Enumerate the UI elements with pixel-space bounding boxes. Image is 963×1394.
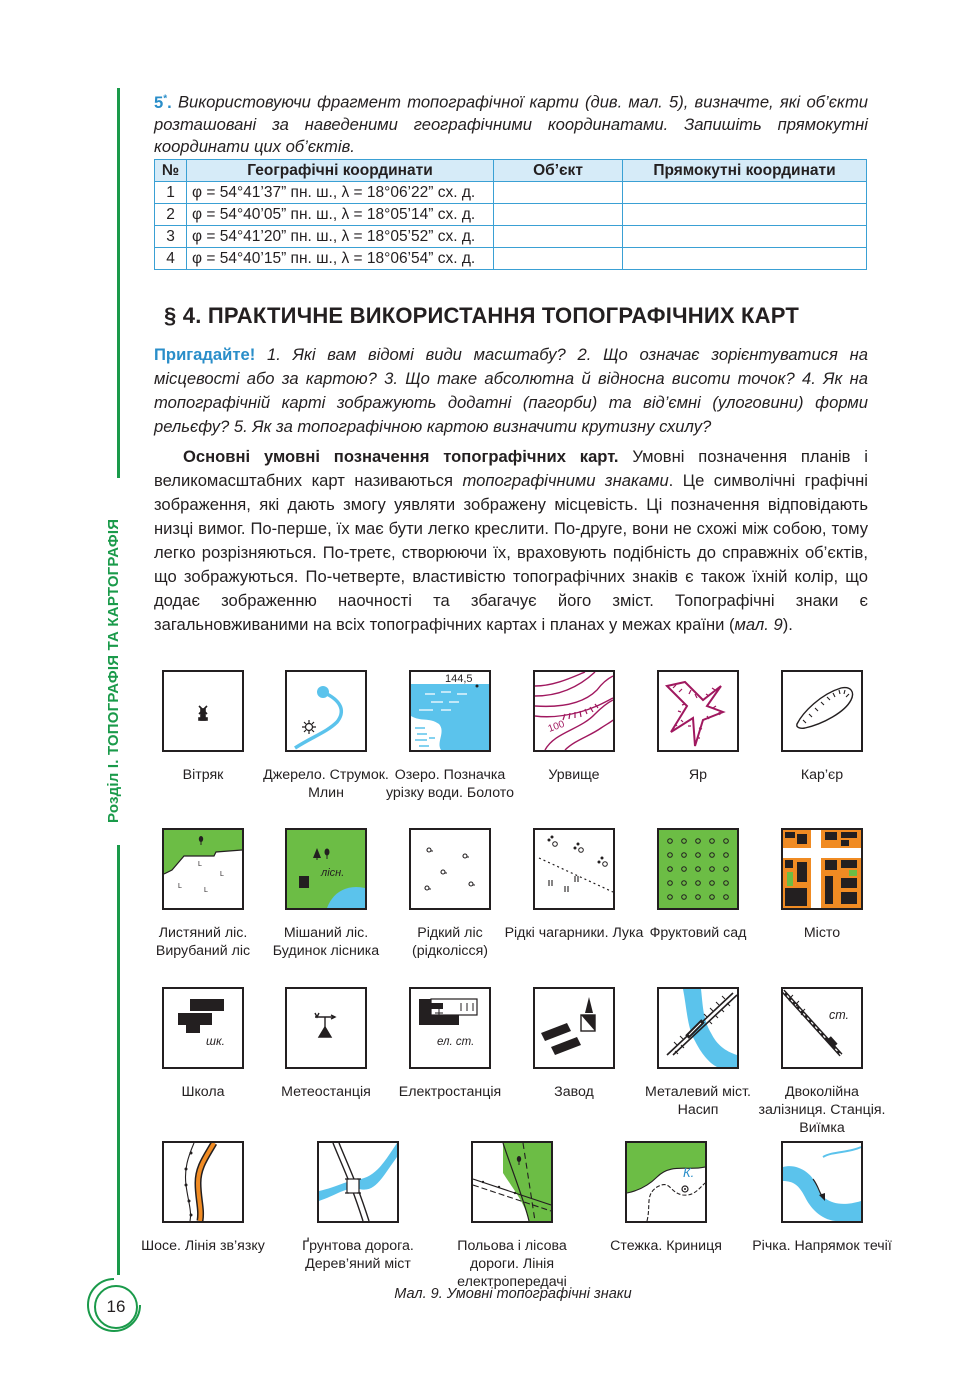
path-well-icon	[625, 1141, 707, 1223]
symbol-fieldroad	[442, 1141, 582, 1291]
symbol-label: Польова і лісова дороги. Лінія електропередачі	[457, 1238, 567, 1290]
svg-text:L: L	[220, 871, 224, 878]
symbol-quarry	[752, 670, 892, 784]
symbol-mixed	[256, 828, 396, 960]
symbol-label: Стежка. Криниця	[610, 1238, 722, 1254]
svg-text:L: L	[178, 883, 182, 890]
symbol-label: Двоколійна залізниця. Станція. Виїмка	[758, 1084, 886, 1136]
orchard-icon	[657, 828, 739, 910]
cliff-contour-mark: 100	[546, 718, 567, 735]
table-row	[155, 182, 867, 204]
railway-icon	[781, 987, 863, 1069]
symbol-label: Електростанція	[398, 1084, 502, 1100]
row-geo-coords: φ = 54°40’15” пн. ш., λ = 18°06’54” сх. д.	[187, 248, 494, 270]
ravine-icon	[657, 670, 739, 752]
row-rect-coords	[623, 182, 867, 204]
body-paragraph: Основні умовні позначення топографічних карт. Умовні позначення планів і великомасштабних карт називаються топографічними знаками. Це символічні графічні зображення, які дають змогу уявляти зображену місцевість. Ці позначення відповідають низці вимог. По-перше, їх має бути легко креслити. По-друге, вони не схожі між собою, тому легко розрізняються. По-третє, створюючи їх, враховують подібність до справжніх об’єктів, що зображуються. По-четверте, властивістю топографічних знаків є також їхній колір, що додає зображенню наочності та збагачує його зміст. Топографічні знаки є загальновживаними на всіх топографічних картах і планах у межах країни (мал. 9).	[154, 447, 868, 634]
symbol-path	[596, 1141, 736, 1255]
symbol-label: Фруктовий сад	[649, 925, 747, 941]
symbol-label: Річка. Напрямок течії	[752, 1238, 892, 1254]
svg-text:L: L	[204, 887, 208, 894]
symbol-bridge	[628, 987, 768, 1119]
deciduous-forest-icon	[162, 828, 244, 910]
row-object	[494, 226, 623, 248]
section-title: Розділ I. ТОПОГРАФІЯ ТА КАРТОГРАФІЯ	[105, 518, 122, 823]
dirt-road-icon	[317, 1141, 399, 1223]
station-mark: ст.	[829, 1008, 849, 1022]
symbol-spring	[256, 670, 396, 802]
row-number: 2	[155, 204, 187, 226]
symbol-label: Озеро. Позначка урізку води. Болото	[385, 767, 515, 801]
symbol-sparse	[380, 828, 520, 960]
school-mark: шк.	[206, 1034, 225, 1048]
sparse-forest-icon	[409, 828, 491, 910]
city-icon	[781, 828, 863, 910]
svg-text:L: L	[198, 861, 202, 868]
windmill-icon	[162, 670, 244, 752]
symbol-ravine	[628, 670, 768, 784]
weather-station-icon	[285, 987, 367, 1069]
cliff-icon	[533, 670, 615, 752]
symbol-label: Урвище	[548, 767, 600, 783]
symbol-weather	[256, 987, 396, 1101]
header-object: Об’єкт	[494, 160, 623, 182]
row-rect-coords	[623, 248, 867, 270]
symbol-factory	[504, 987, 644, 1101]
symbol-label: Вітряк	[182, 767, 224, 783]
table-row	[155, 248, 867, 270]
symbol-highway	[133, 1141, 273, 1255]
figure-caption: Мал. 9. Умовні топографічні знаки	[394, 1286, 632, 1302]
highway-icon	[162, 1141, 244, 1223]
symbol-label: Кар’єр	[800, 767, 844, 783]
symbol-school	[133, 987, 273, 1101]
row-number: 3	[155, 226, 187, 248]
symbol-label: Рідкі чагарники. Лука	[504, 925, 644, 941]
row-rect-coords	[623, 226, 867, 248]
symbol-dirtroad	[288, 1141, 428, 1273]
symbol-label: Металевий міст. Насип	[645, 1084, 751, 1118]
river-icon	[781, 1141, 863, 1223]
table-header-row	[155, 160, 867, 182]
page-number: 16	[94, 1285, 138, 1329]
power-station-icon	[409, 987, 491, 1069]
row-object	[494, 182, 623, 204]
symbol-label: Джерело. Струмок. Млин	[263, 767, 389, 801]
symbol-river	[752, 1141, 892, 1255]
row-geo-coords: φ = 54°41’20” пн. ш., λ = 18°05’52” сх. д.	[187, 226, 494, 248]
symbol-orchard	[628, 828, 768, 942]
quarry-icon	[781, 670, 863, 752]
shrubs-icon	[533, 828, 615, 910]
table-row	[155, 204, 867, 226]
symbol-label: Рідкий ліс (рідколісся)	[411, 925, 488, 959]
symbol-label: Завод	[554, 1084, 594, 1100]
row-geo-coords: φ = 54°40’05” пн. ш., λ = 18°05’14” сх. д.	[187, 204, 494, 226]
lake-elevation-mark: 144,5	[445, 673, 473, 685]
row-rect-coords	[623, 204, 867, 226]
row-number: 1	[155, 182, 187, 204]
symbol-windmill	[133, 670, 273, 784]
factory-icon	[533, 987, 615, 1069]
header-number: №	[155, 160, 187, 182]
symbol-cliff	[504, 670, 644, 784]
recall-block: Пригадайте! 1. Які вам відомі види масштабу? 2. Що означає зорієнтуватися на місцевості або за картою? 3. Що таке абсолютна й відносна висоти точок? 4. Як на топографічній карті зображують додатні (пагорби) та від’ємні (улоговини) форми рельєфу? 5. Як за топографічною картою визначити крутизну схилу?	[154, 345, 868, 436]
symbol-label: Місто	[803, 925, 841, 941]
table-row	[155, 226, 867, 248]
header-geo-coords: Географічні координати	[187, 160, 494, 182]
symbol-label: Листяний ліс. Вирубаний ліс	[155, 925, 251, 959]
sidebar-line-top	[117, 88, 120, 478]
coordinates-table	[154, 159, 867, 270]
task-5: 5*. Використовуючи фрагмент топографічної карти (див. мал. 5), визначте, які об’єкти розташовані за наведеними географічними координатами. Запишіть прямокутні координати цих об’єктів.	[154, 92, 868, 156]
field-road-icon	[471, 1141, 553, 1223]
row-object	[494, 204, 623, 226]
symbol-deciduous	[133, 828, 273, 960]
symbol-lake	[380, 670, 520, 802]
symbol-shrubs	[504, 828, 644, 942]
sidebar-line-bottom	[117, 845, 120, 1275]
symbol-label: Школа	[181, 1084, 225, 1100]
forester-mark: лісн.	[321, 867, 345, 879]
power-station-mark: ел. ст.	[437, 1036, 475, 1048]
symbol-label: Яр	[688, 767, 708, 783]
header-rect-coords: Прямокутні координати	[623, 160, 867, 182]
symbol-label: Ґрунтова дорога. Дерев’яний міст	[302, 1238, 414, 1272]
row-object	[494, 248, 623, 270]
row-number: 4	[155, 248, 187, 270]
well-mark: К.	[683, 1165, 695, 1180]
spring-icon	[285, 670, 367, 752]
symbol-label: Шосе. Лінія зв’язку	[141, 1238, 265, 1254]
mixed-forest-icon	[285, 828, 367, 910]
school-icon	[162, 987, 244, 1069]
lake-icon	[409, 670, 491, 752]
metal-bridge-icon	[657, 987, 739, 1069]
symbol-label: Мішаний ліс. Будинок лісника	[272, 925, 380, 959]
section-heading: § 4. ПРАКТИЧНЕ ВИКОРИСТАННЯ ТОПОГРАФІЧНИХ КАРТ	[164, 303, 799, 328]
symbol-railway	[752, 987, 892, 1137]
symbol-power	[380, 987, 520, 1101]
row-geo-coords: φ = 54°41’37” пн. ш., λ = 18°06’22” сх. д.	[187, 182, 494, 204]
symbol-label: Метеостанція	[281, 1084, 371, 1100]
symbol-city	[752, 828, 892, 942]
